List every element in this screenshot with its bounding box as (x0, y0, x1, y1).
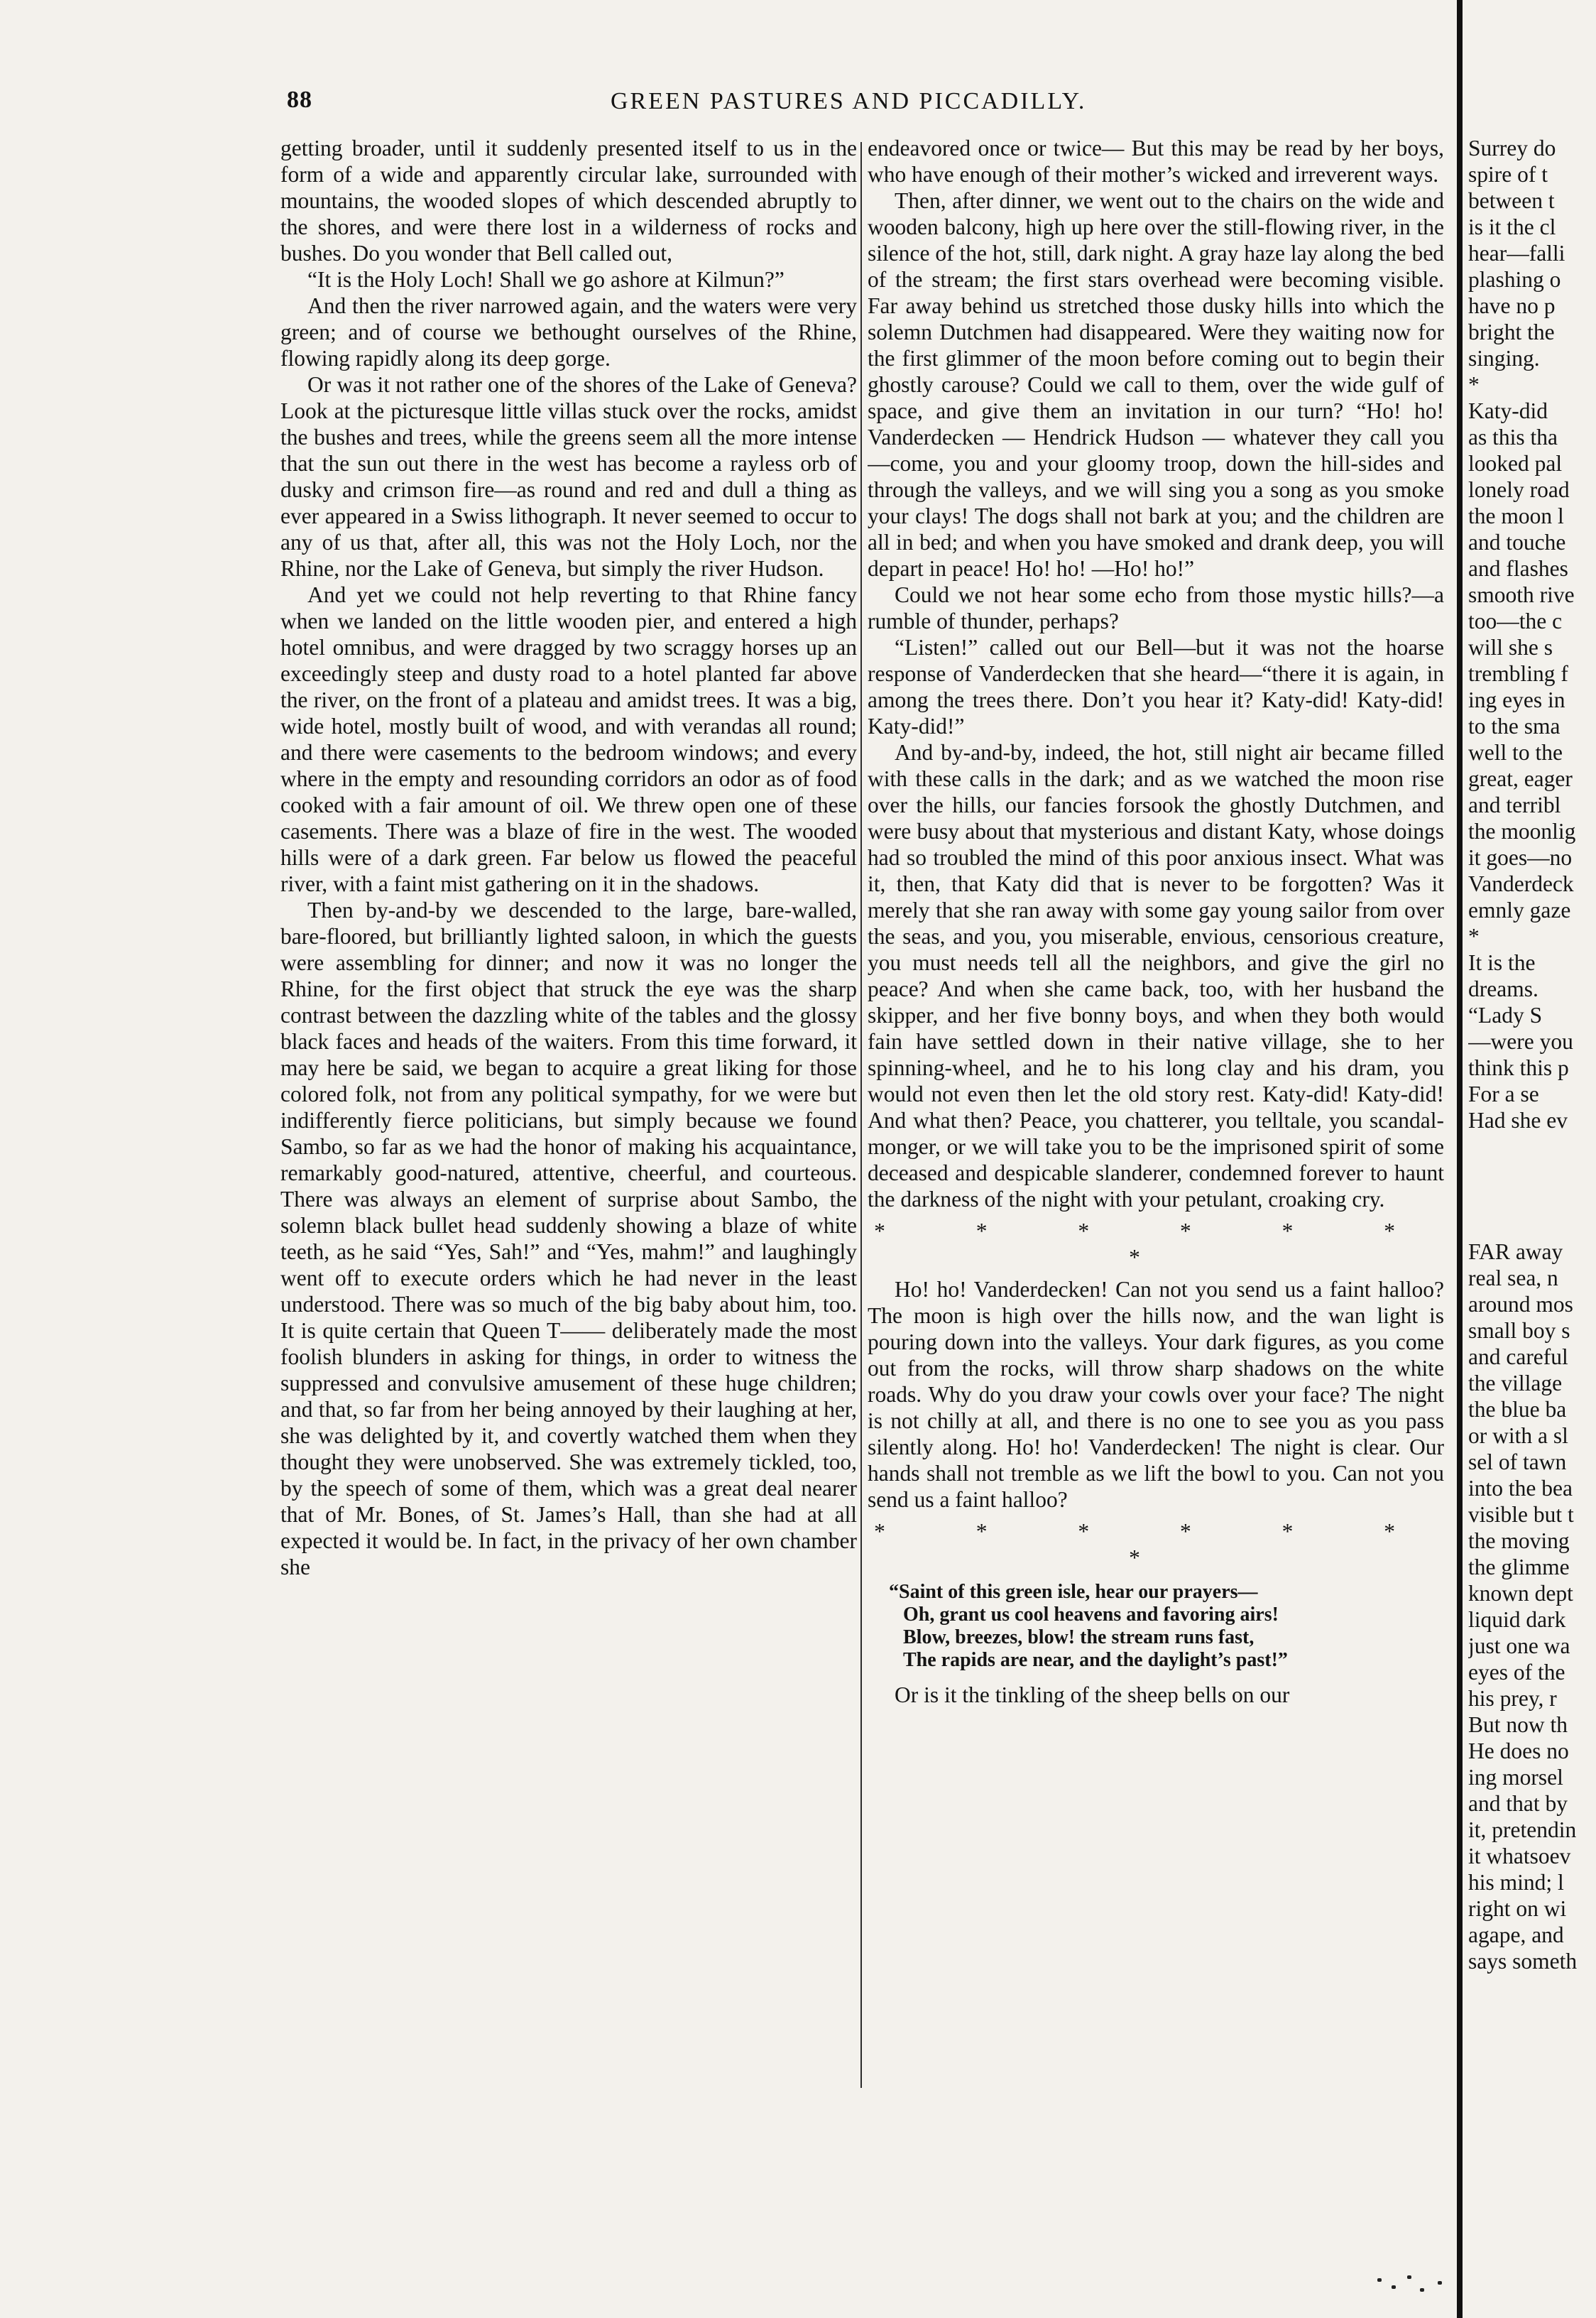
cropped-text-line: trembling f (1468, 661, 1568, 686)
cropped-text-line: right on wi (1468, 1896, 1567, 1921)
paragraph: “It is the Holy Loch! Shall we go ashore at Kilmun?” (307, 267, 785, 292)
cropped-text-line: For a se (1468, 1082, 1539, 1106)
cropped-text-line (1468, 1160, 1596, 1186)
page-number: 88 (287, 87, 312, 113)
verse-line: Oh, grant us cool heavens and favoring airs! (903, 1604, 1279, 1626)
cropped-text-line: FAR away (1468, 1239, 1563, 1264)
cropped-text-line: Had she ev (1468, 1108, 1568, 1133)
scan-specks (1370, 2273, 1455, 2301)
verse-quotation (889, 1581, 1444, 1672)
verse-line: Blow, breezes, blow! the stream runs fast, (903, 1626, 1255, 1648)
paragraph: “Listen!” called out our Bell—but it was not the hoarse response of Vanderdecken that she heard—“there it is again, in among the trees there. Don’t you hear it? Katy-did! Katy-did! Katy-did!” (868, 635, 1444, 739)
cropped-text-line: the moving (1468, 1528, 1570, 1553)
cropped-text-line: —were you (1468, 1029, 1573, 1054)
cropped-text-line: ing eyes in (1468, 687, 1565, 712)
cropped-text-line: and terribl (1468, 793, 1561, 817)
paragraph: And then the river narrowed again, and the waters were very green; and of course we bethought ourselves of the Rhine, flowing rapidly along its deep gorge. (280, 293, 857, 371)
cropped-text-line: plashing o (1468, 267, 1561, 292)
paragraph: Could we not hear some echo from those mystic hills?—a rumble of thunder, perhaps? (868, 582, 1444, 633)
cropped-text-line: emnly gaze (1468, 898, 1571, 923)
cropped-text-line: well to the (1468, 740, 1563, 765)
cropped-text-line: his prey, r (1468, 1686, 1557, 1711)
cropped-text-line: and touche (1468, 530, 1566, 555)
cropped-text-line: the glimme (1468, 1555, 1570, 1579)
cropped-text-line: ing morsel (1468, 1765, 1563, 1790)
cropped-text-line: known dept (1468, 1581, 1573, 1606)
paragraph: Or is it the tinkling of the sheep bells on our (895, 1682, 1290, 1707)
cropped-text-line: into the bea (1468, 1476, 1573, 1501)
cropped-text-line (1468, 1133, 1596, 1160)
cropped-text-line: spire of t (1468, 162, 1548, 187)
cropped-text-line: just one wa (1468, 1633, 1570, 1658)
section-break-stars: * * * * * * * (874, 1219, 1438, 1270)
cropped-text-line: looked pal (1468, 451, 1563, 476)
page-gutter-edge (1457, 0, 1463, 2318)
cropped-text-line: and careful (1468, 1344, 1568, 1369)
verse-line: The rapids are near, and the daylight’s past!” (903, 1649, 1288, 1671)
cropped-text-line: eyes of the (1468, 1660, 1565, 1685)
verse-line: “Saint of this green isle, hear our prayers— (889, 1581, 1258, 1603)
cropped-text-line: bright the (1468, 320, 1555, 344)
cropped-text-line: hear—falli (1468, 241, 1565, 266)
cropped-text-line: the moon l (1468, 504, 1564, 528)
paragraph: Then by-and-by we descended to the large, bare-walled, bare-floored, but brilliantly lighted saloon, in which the guests were assembling for dinner; and now it was no longer the Rhine, for the first object that struck the eye was the sharp contrast between the dazzling white of the tables and the glossy black faces and heads of the waiters. From this time forward, it may here be said, we began to acquire a great liking for those colored folk, not from any political sympathy, for we were but indifferently fierce politicians, but simply because we found Sambo, so far as we had the honor of making his acquaintance, remarkably good-natured, attentive, cheerful, and courteous. There was always an element of surprise about Sambo, the solemn black bullet head suddenly showing a blaze of white teeth, as he said “Yes, Sah!” and “Yes, mahm!” and laughingly went off to execute orders which he had never in the least understood. There was so much of the big baby about him, too. It is quite certain that Queen T—— deliberately made the most foolish blunders in asking for things, in order to witness the suppressed and convulsive amusement of these huge children; and that, so far from her being annoyed by their laughing at her, she was delighted by it, and covertly watched them when they thought they were unobserved. She was extremely tickled, too, by the speech of some of them, which was a great deal nearer that of Mr. Bones, of St. James’s Hall, than she had at all expected it would be. In fact, in the privacy of her own chamber she (280, 898, 857, 1579)
cropped-text-line (1468, 1212, 1596, 1239)
paragraph: endeavored once or twice— But this may be read by her boys, who have enough of their mother’s wicked and irreverent ways. (868, 136, 1444, 187)
cropped-text-line: and that by (1468, 1791, 1568, 1816)
cropped-text-line: too—the c (1468, 609, 1563, 633)
cropped-text-line: it goes—no (1468, 845, 1573, 870)
cropped-text-line: between t (1468, 188, 1555, 213)
cropped-text-line: It is the (1468, 950, 1536, 975)
cropped-text-line: * (1468, 924, 1480, 949)
cropped-text-line: visible but t (1468, 1502, 1574, 1527)
cropped-text-line: smooth rive (1468, 582, 1575, 607)
cropped-text-line: it, pretendin (1468, 1817, 1577, 1842)
cropped-text-line: “Lady S (1468, 1003, 1543, 1028)
cropped-text-line: Surrey do (1468, 136, 1556, 160)
cropped-text-line: says someth (1468, 1949, 1578, 1974)
cropped-text-line: the moonlig (1468, 819, 1576, 844)
cropped-text-line: or with a sl (1468, 1423, 1568, 1448)
paragraph: Ho! ho! Vanderdecken! Can not you send us a faint halloo? The moon is high over the hills now, and the wan light is pouring down into the valleys. Your dark figures, as you come out from the rocks, will throw sharp shadows on the white roads. Why do you draw your cowls over your face? The night is not chilly at all, and there is no one to see you as you pass silently along. Ho! ho! Vanderdecken! The night is clear. Our hands shall not tremble as we lift the bowl to you. Can not you send us a faint halloo? (868, 1277, 1444, 1512)
cropped-text-line: small boy s (1468, 1318, 1570, 1343)
text-column-left (280, 135, 857, 2102)
cropped-text-line: He does no (1468, 1738, 1569, 1763)
cropped-text-line: lonely road (1468, 477, 1570, 502)
column-rule (860, 142, 862, 2088)
cropped-text-line: * (1468, 372, 1480, 397)
cropped-text-line: But now th (1468, 1712, 1568, 1737)
cropped-text-line: around mos (1468, 1292, 1573, 1317)
cropped-text-line: will she s (1468, 635, 1553, 660)
cropped-text-line: singing. (1468, 346, 1540, 371)
running-title: GREEN PASTURES AND PICCADILLY. (611, 88, 1087, 114)
cropped-text-line: to the sma (1468, 714, 1561, 739)
paragraph: getting broader, until it suddenly presented itself to us in the form of a wide and apparently circular lake, surrounded with mountains, the wooded slopes of which descended abruptly to the shores, and were there lost in a wilderness of rocks and bushes. Do you wonder that Bell called out, (280, 136, 857, 266)
cropped-text-line: and flashes (1468, 556, 1568, 581)
cropped-text-line: Vanderdeck (1468, 871, 1574, 896)
text-column-middle (868, 135, 1444, 2102)
text-column-right-cropped (1468, 135, 1596, 2102)
section-break-stars: * * * * * * * (874, 1519, 1438, 1570)
paragraph: Or was it not rather one of the shores of the Lake of Geneva? Look at the picturesque little villas stuck over the rocks, amidst the bushes and trees, while the greens seem all the more intense that the sun out there in the west has become a rayless orb of dusky and crimson fire—as round and red and dull a thing as ever appeared in a Swiss lithograph. It never seemed to occur to any of us that, after all, this was not the Holy Loch, nor the Rhine, nor the Lake of Geneva, but simply the river Hudson. (280, 372, 857, 581)
cropped-text-line: real sea, n (1468, 1266, 1558, 1290)
paragraph: And yet we could not help reverting to that Rhine fancy when we landed on the little wooden pier, and entered a high hotel omnibus, and were dragged by two scraggy horses up an exceedingly steep and dusty road to a hotel planted far above the river, on the front of a plateau and amidst trees. It was a big, wide hotel, mostly built of wood, and with verandas all round; and there were casements to the bedroom windows; and every where in the empty and resounding corridors an odor as of food cooked with a fair amount of oil. We threw open one of these casements. There was a blaze of fire in the west. The wooded hills were of a dark green. Far below us flowed the peaceful river, with a faint mist gathering on it in the shadows. (280, 582, 857, 896)
paragraph: Then, after dinner, we went out to the chairs on the wide and wooden balcony, high up here over the still-flowing river, in the silence of the hot, still, dark night. A gray haze lay along the bed of the stream; the first stars overhead were becoming visible. Far away behind us stretched those dusky hills into which the solemn Dutchmen had disappeared. Were they waiting now for the first glimmer of the moon before coming out to begin their ghostly carouse? Could we call to them, over the wide gulf of space, and give them an invitation in our turn? “Ho! ho! Vanderdecken — Hendrick Hudson — whatever they call you—come, you and your gloomy troop, down the hill-sides and through the valleys, and we will sing you a song as you smoke your clays! The dogs shall not bark at you; and the children are all in bed; and when you have smoked and drank deep, you will depart in peace! Ho! ho! —Ho! ho!” (868, 188, 1444, 581)
cropped-text-line: his mind; l (1468, 1870, 1564, 1895)
cropped-text-line: think this p (1468, 1055, 1569, 1080)
cropped-text-line: the village (1468, 1371, 1563, 1395)
cropped-text-line: dreams. (1468, 976, 1538, 1001)
cropped-text-line: have no p (1468, 293, 1556, 318)
cropped-text-line: as this tha (1468, 425, 1558, 450)
cropped-text-line: the blue ba (1468, 1397, 1567, 1422)
cropped-text-line (1468, 1186, 1596, 1212)
cropped-text-line: is it the cl (1468, 214, 1556, 239)
cropped-text-line: agape, and (1468, 1922, 1564, 1947)
cropped-text-line: Katy-did (1468, 398, 1548, 423)
paragraph: And by-and-by, indeed, the hot, still night air became filled with these calls in the dark; and as we watched the moon rise over the hills, our fancies forsook the ghostly Dutchmen, and were busy about that mysterious and distant Katy, whose doings had so troubled the mind of this poor anxious insect. What was it, then, that Katy did that is never to be forgotten? Was it merely that she ran away with some gay young sailor from over the seas, and you, you miserable, envious, censorious creature, you must needs tell all the neighbors, and give the girl no peace? And when she came back, too, with her husband the skipper, and her five bonny boys, and when they both would fain have settled down in their native village, she to her spinning-wheel, and he to his long clay and his dram, you would not even then let the old story rest. Katy-did! Katy-did! And what then? Peace, you chatterer, you telltale, you scandal-monger, or we will take you to be the imprisoned spirit of some deceased and despicable slanderer, condemned forever to haunt the darkness of the night with your petulant, croaking cry. (868, 740, 1444, 1212)
cropped-text-line: it whatsoev (1468, 1844, 1571, 1868)
cropped-text-line: sel of tawn (1468, 1449, 1567, 1474)
cropped-text-line: liquid dark (1468, 1607, 1566, 1632)
cropped-text-line: great, eager (1468, 766, 1573, 791)
